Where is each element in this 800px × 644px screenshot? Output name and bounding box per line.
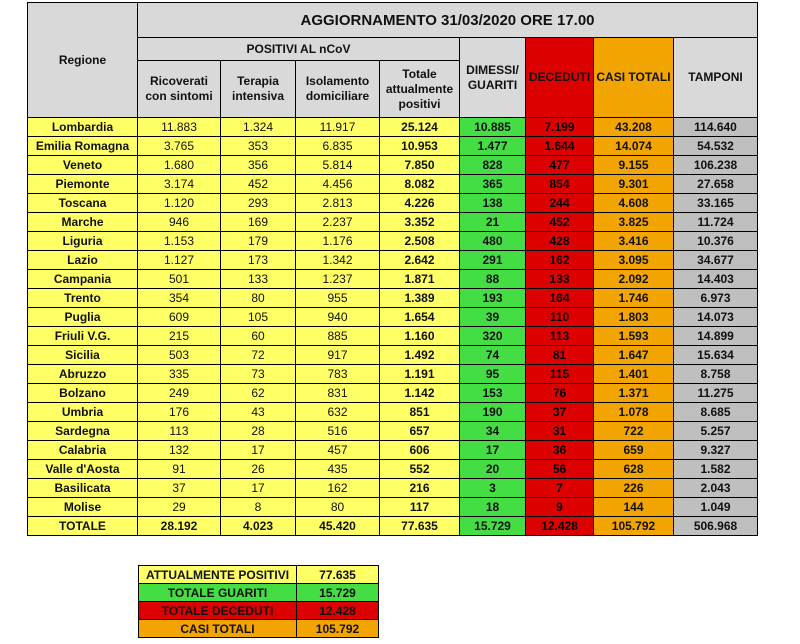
header-dimessi: DIMESSI/ GUARITI [460, 38, 526, 118]
cell-dimessi: 3 [460, 479, 526, 498]
cell-tamponi: 506.968 [674, 517, 758, 536]
cell-isolamento: 917 [296, 346, 380, 365]
cell-dimessi: 10.885 [460, 118, 526, 137]
cell-dimessi: 74 [460, 346, 526, 365]
cell-ricoverati: 503 [138, 346, 221, 365]
cell-casi: 1.803 [594, 308, 674, 327]
cell-isolamento: 457 [296, 441, 380, 460]
cell-totale: 1.160 [380, 327, 460, 346]
table-row [28, 498, 758, 517]
cell-terapia: 169 [221, 213, 296, 232]
cell-totale: 2.642 [380, 251, 460, 270]
cell-casi: 43.208 [594, 118, 674, 137]
summary-row [139, 584, 379, 602]
cell-regione: Trento [28, 289, 138, 308]
cell-tamponi: 14.073 [674, 308, 758, 327]
cell-tamponi: 6.973 [674, 289, 758, 308]
table-row [28, 346, 758, 365]
cell-isolamento: 4.456 [296, 175, 380, 194]
cell-terapia: 105 [221, 308, 296, 327]
cell-tamponi: 10.376 [674, 232, 758, 251]
cell-terapia: 26 [221, 460, 296, 479]
cell-deceduti: 115 [526, 365, 594, 384]
cell-deceduti: 56 [526, 460, 594, 479]
cell-isolamento: 11.917 [296, 118, 380, 137]
cell-tamponi: 14.899 [674, 327, 758, 346]
cell-terapia: 452 [221, 175, 296, 194]
cell-regione: Abruzzo [28, 365, 138, 384]
summary-label: CASI TOTALI [139, 620, 297, 638]
cell-deceduti: 31 [526, 422, 594, 441]
cell-totale: 657 [380, 422, 460, 441]
cell-terapia: 356 [221, 156, 296, 175]
cell-regione: Basilicata [28, 479, 138, 498]
cell-terapia: 60 [221, 327, 296, 346]
summary-row [139, 566, 379, 584]
cell-deceduti: 113 [526, 327, 594, 346]
table-row [28, 118, 758, 137]
cell-dimessi: 190 [460, 403, 526, 422]
cell-tamponi: 2.043 [674, 479, 758, 498]
cell-regione: Toscana [28, 194, 138, 213]
cell-deceduti: 428 [526, 232, 594, 251]
cell-dimessi: 95 [460, 365, 526, 384]
cell-isolamento: 831 [296, 384, 380, 403]
cell-isolamento: 783 [296, 365, 380, 384]
cell-regione: Bolzano [28, 384, 138, 403]
cell-totale: 1.492 [380, 346, 460, 365]
cell-isolamento: 80 [296, 498, 380, 517]
cell-deceduti: 244 [526, 194, 594, 213]
table-row [28, 213, 758, 232]
cell-regione: Emilia Romagna [28, 137, 138, 156]
cell-deceduti: 452 [526, 213, 594, 232]
cell-totale: 2.508 [380, 232, 460, 251]
cell-tamponi: 1.582 [674, 460, 758, 479]
cell-totale: 552 [380, 460, 460, 479]
cell-dimessi: 39 [460, 308, 526, 327]
cell-casi: 105.792 [594, 517, 674, 536]
cell-regione: TOTALE [28, 517, 138, 536]
header-isolamento: Isolamento domiciliare [296, 61, 380, 118]
cell-dimessi: 34 [460, 422, 526, 441]
cell-totale: 10.953 [380, 137, 460, 156]
table-row [28, 365, 758, 384]
cell-totale: 1.389 [380, 289, 460, 308]
cell-ricoverati: 11.883 [138, 118, 221, 137]
cell-terapia: 173 [221, 251, 296, 270]
cell-dimessi: 828 [460, 156, 526, 175]
cell-totale: 606 [380, 441, 460, 460]
cell-terapia: 353 [221, 137, 296, 156]
cell-tamponi: 27.658 [674, 175, 758, 194]
cell-dimessi: 365 [460, 175, 526, 194]
cell-casi: 1.371 [594, 384, 674, 403]
table-row [28, 308, 758, 327]
summary-label: TOTALE DECEDUTI [139, 602, 297, 620]
cell-terapia: 179 [221, 232, 296, 251]
cell-ricoverati: 501 [138, 270, 221, 289]
cell-regione: Valle d'Aosta [28, 460, 138, 479]
table-row [28, 175, 758, 194]
cell-casi: 2.092 [594, 270, 674, 289]
cell-casi: 3.416 [594, 232, 674, 251]
cell-dimessi: 291 [460, 251, 526, 270]
cell-totale: 216 [380, 479, 460, 498]
summary-table [138, 565, 379, 638]
cell-tamponi: 14.403 [674, 270, 758, 289]
cell-regione: Molise [28, 498, 138, 517]
cell-dimessi: 480 [460, 232, 526, 251]
cell-casi: 1.746 [594, 289, 674, 308]
cell-terapia: 72 [221, 346, 296, 365]
cell-totale: 25.124 [380, 118, 460, 137]
cell-terapia: 43 [221, 403, 296, 422]
summary-label: TOTALE GUARITI [139, 584, 297, 602]
cell-isolamento: 162 [296, 479, 380, 498]
cell-tamponi: 11.275 [674, 384, 758, 403]
cell-deceduti: 133 [526, 270, 594, 289]
table-row [28, 422, 758, 441]
cell-tamponi: 15.634 [674, 346, 758, 365]
cell-deceduti: 7.199 [526, 118, 594, 137]
covid-regional-table [27, 2, 758, 536]
cell-totale: 1.871 [380, 270, 460, 289]
cell-regione: Friuli V.G. [28, 327, 138, 346]
cell-isolamento: 45.420 [296, 517, 380, 536]
cell-ricoverati: 3.174 [138, 175, 221, 194]
cell-totale: 851 [380, 403, 460, 422]
cell-casi: 628 [594, 460, 674, 479]
table-row [28, 441, 758, 460]
cell-deceduti: 7 [526, 479, 594, 498]
cell-isolamento: 5.814 [296, 156, 380, 175]
cell-isolamento: 632 [296, 403, 380, 422]
cell-casi: 1.401 [594, 365, 674, 384]
cell-totale: 77.635 [380, 517, 460, 536]
cell-tamponi: 11.724 [674, 213, 758, 232]
cell-ricoverati: 249 [138, 384, 221, 403]
cell-ricoverati: 1.680 [138, 156, 221, 175]
cell-ricoverati: 215 [138, 327, 221, 346]
summary-row [139, 602, 379, 620]
cell-ricoverati: 132 [138, 441, 221, 460]
cell-ricoverati: 1.120 [138, 194, 221, 213]
cell-deceduti: 164 [526, 289, 594, 308]
cell-regione: Lazio [28, 251, 138, 270]
cell-casi: 226 [594, 479, 674, 498]
cell-terapia: 17 [221, 441, 296, 460]
cell-ricoverati: 176 [138, 403, 221, 422]
cell-casi: 659 [594, 441, 674, 460]
cell-tamponi: 8.685 [674, 403, 758, 422]
cell-totale: 3.352 [380, 213, 460, 232]
cell-dimessi: 193 [460, 289, 526, 308]
table-row [28, 479, 758, 498]
cell-ricoverati: 1.127 [138, 251, 221, 270]
cell-isolamento: 940 [296, 308, 380, 327]
cell-tamponi: 33.165 [674, 194, 758, 213]
summary-value: 12.428 [297, 602, 379, 620]
cell-deceduti: 162 [526, 251, 594, 270]
summary-value: 77.635 [297, 566, 379, 584]
cell-isolamento: 955 [296, 289, 380, 308]
table-body [28, 118, 758, 536]
header-regione: Regione [28, 3, 138, 118]
header-terapia: Terapia intensiva [221, 61, 296, 118]
cell-regione: Umbria [28, 403, 138, 422]
cell-terapia: 8 [221, 498, 296, 517]
cell-dimessi: 20 [460, 460, 526, 479]
cell-regione: Sardegna [28, 422, 138, 441]
cell-isolamento: 1.237 [296, 270, 380, 289]
table-row [28, 251, 758, 270]
table-row [28, 232, 758, 251]
table-row [28, 460, 758, 479]
cell-dimessi: 21 [460, 213, 526, 232]
cell-dimessi: 153 [460, 384, 526, 403]
cell-ricoverati: 946 [138, 213, 221, 232]
cell-casi: 1.078 [594, 403, 674, 422]
cell-tamponi: 8.758 [674, 365, 758, 384]
cell-terapia: 17 [221, 479, 296, 498]
cell-regione: Marche [28, 213, 138, 232]
cell-regione: Calabria [28, 441, 138, 460]
cell-terapia: 73 [221, 365, 296, 384]
table-row [28, 289, 758, 308]
cell-ricoverati: 113 [138, 422, 221, 441]
cell-ricoverati: 354 [138, 289, 221, 308]
cell-ricoverati: 609 [138, 308, 221, 327]
cell-regione: Veneto [28, 156, 138, 175]
cell-totale: 1.142 [380, 384, 460, 403]
table-row [28, 194, 758, 213]
cell-isolamento: 885 [296, 327, 380, 346]
table-row [28, 384, 758, 403]
cell-totale: 1.654 [380, 308, 460, 327]
cell-isolamento: 1.176 [296, 232, 380, 251]
cell-dimessi: 1.477 [460, 137, 526, 156]
cell-regione: Liguria [28, 232, 138, 251]
cell-casi: 9.155 [594, 156, 674, 175]
cell-terapia: 28 [221, 422, 296, 441]
cell-deceduti: 81 [526, 346, 594, 365]
header-tamponi: TAMPONI [674, 38, 758, 118]
cell-ricoverati: 29 [138, 498, 221, 517]
cell-dimessi: 138 [460, 194, 526, 213]
cell-dimessi: 320 [460, 327, 526, 346]
cell-totale: 1.191 [380, 365, 460, 384]
cell-tamponi: 54.532 [674, 137, 758, 156]
cell-casi: 3.095 [594, 251, 674, 270]
table-row [28, 137, 758, 156]
cell-deceduti: 1.644 [526, 137, 594, 156]
table-row [28, 156, 758, 175]
summary-row [139, 620, 379, 638]
cell-casi: 14.074 [594, 137, 674, 156]
header-totale-positivi: Totale attualmente positivi [380, 61, 460, 118]
cell-regione: Piemonte [28, 175, 138, 194]
cell-deceduti: 76 [526, 384, 594, 403]
cell-tamponi: 5.257 [674, 422, 758, 441]
cell-casi: 144 [594, 498, 674, 517]
summary-label: ATTUALMENTE POSITIVI [139, 566, 297, 584]
cell-isolamento: 2.237 [296, 213, 380, 232]
cell-casi: 1.593 [594, 327, 674, 346]
cell-dimessi: 88 [460, 270, 526, 289]
header-ricoverati: Ricoverati con sintomi [138, 61, 221, 118]
cell-dimessi: 17 [460, 441, 526, 460]
cell-dimessi: 15.729 [460, 517, 526, 536]
table-row [28, 270, 758, 289]
cell-tamponi: 106.238 [674, 156, 758, 175]
cell-terapia: 62 [221, 384, 296, 403]
header-deceduti: DECEDUTI [526, 38, 594, 118]
cell-dimessi: 18 [460, 498, 526, 517]
cell-deceduti: 854 [526, 175, 594, 194]
cell-casi: 3.825 [594, 213, 674, 232]
table-row [28, 327, 758, 346]
cell-totale: 117 [380, 498, 460, 517]
cell-deceduti: 110 [526, 308, 594, 327]
summary-value: 105.792 [297, 620, 379, 638]
cell-regione: Puglia [28, 308, 138, 327]
cell-totale: 7.850 [380, 156, 460, 175]
cell-casi: 4.608 [594, 194, 674, 213]
cell-terapia: 80 [221, 289, 296, 308]
cell-casi: 722 [594, 422, 674, 441]
cell-deceduti: 9 [526, 498, 594, 517]
cell-ricoverati: 335 [138, 365, 221, 384]
cell-tamponi: 9.327 [674, 441, 758, 460]
header-positivi-group: POSITIVI AL nCoV [138, 38, 460, 61]
cell-deceduti: 12.428 [526, 517, 594, 536]
cell-casi: 1.647 [594, 346, 674, 365]
cell-totale: 4.226 [380, 194, 460, 213]
table-row [28, 517, 758, 536]
report-title: AGGIORNAMENTO 31/03/2020 ORE 17.00 [138, 3, 758, 38]
cell-ricoverati: 3.765 [138, 137, 221, 156]
cell-casi: 9.301 [594, 175, 674, 194]
cell-deceduti: 36 [526, 441, 594, 460]
cell-tamponi: 34.677 [674, 251, 758, 270]
summary-value: 15.729 [297, 584, 379, 602]
cell-isolamento: 516 [296, 422, 380, 441]
cell-ricoverati: 37 [138, 479, 221, 498]
cell-totale: 8.082 [380, 175, 460, 194]
table-row [28, 403, 758, 422]
cell-terapia: 4.023 [221, 517, 296, 536]
cell-isolamento: 1.342 [296, 251, 380, 270]
cell-isolamento: 2.813 [296, 194, 380, 213]
cell-deceduti: 37 [526, 403, 594, 422]
cell-terapia: 1.324 [221, 118, 296, 137]
header-casi-totali: CASI TOTALI [594, 38, 674, 118]
cell-isolamento: 6.835 [296, 137, 380, 156]
cell-ricoverati: 28.192 [138, 517, 221, 536]
cell-regione: Lombardia [28, 118, 138, 137]
cell-ricoverati: 1.153 [138, 232, 221, 251]
cell-ricoverati: 91 [138, 460, 221, 479]
cell-regione: Campania [28, 270, 138, 289]
cell-tamponi: 114.640 [674, 118, 758, 137]
cell-tamponi: 1.049 [674, 498, 758, 517]
cell-terapia: 293 [221, 194, 296, 213]
cell-regione: Sicilia [28, 346, 138, 365]
cell-deceduti: 477 [526, 156, 594, 175]
cell-isolamento: 435 [296, 460, 380, 479]
cell-terapia: 133 [221, 270, 296, 289]
